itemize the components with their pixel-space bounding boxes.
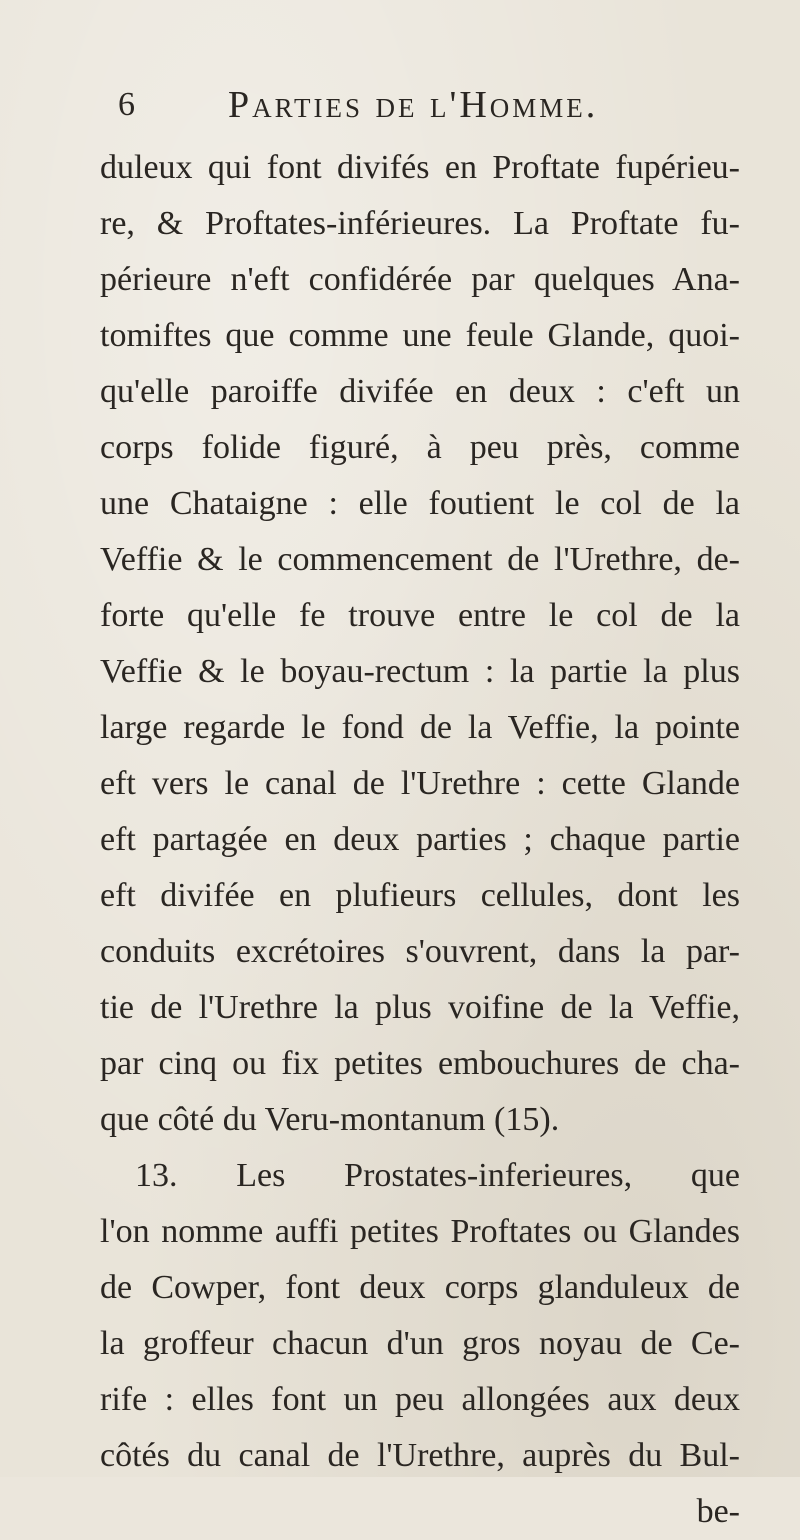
catchword: be-: [696, 1493, 740, 1530]
text-line: corps folide figuré, à peu près, comme: [100, 429, 740, 466]
section-heading-line: 13. Les Prostates-inferieures, que: [135, 1157, 740, 1194]
text-line: rife : elles font un peu allongées aux deux: [100, 1381, 740, 1418]
text-line: tie de l'Urethre la plus voifine de la Veffie,: [100, 989, 740, 1026]
text-line: tomiftes que comme une feule Glande, quoi-: [100, 317, 740, 354]
text-line: eft divifée en plufieurs cellules, dont les: [100, 877, 740, 914]
page-number: 6: [118, 86, 135, 123]
body-text: [100, 140, 740, 1540]
text-line: large regarde le fond de la Veffie, la pointe: [100, 709, 740, 746]
text-line: que côté du Veru-montanum (15).: [100, 1101, 560, 1138]
text-line: eft vers le canal de l'Urethre : cette Glande: [100, 765, 740, 802]
text-line: de Cowper, font deux corps glanduleux de: [100, 1269, 740, 1306]
running-head: [118, 80, 718, 130]
text-line: eft partagée en deux parties ; chaque partie: [100, 821, 740, 858]
text-line: re, & Proftates-inférieures. La Proftate fu-: [100, 205, 740, 242]
text-line: une Chataigne : elle foutient le col de la: [100, 485, 740, 522]
text-line: forte qu'elle fe trouve entre le col de la: [100, 597, 740, 634]
text-line: Veffie & le commencement de l'Urethre, de-: [100, 541, 740, 578]
page-title: Parties de l'Homme.: [228, 84, 599, 126]
text-line: qu'elle paroiffe divifée en deux : c'eft un: [100, 373, 740, 410]
text-line: Veffie & le boyau-rectum : la partie la plus: [100, 653, 740, 690]
text-line: duleux qui font divifés en Proftate fupérieu-: [100, 149, 740, 186]
text-line: l'on nomme auffi petites Proftates ou Glandes: [100, 1213, 740, 1250]
text-line: périeure n'eft confidérée par quelques Ana-: [100, 261, 740, 298]
text-line: la groffeur chacun d'un gros noyau de Ce-: [100, 1325, 740, 1362]
text-line: côtés du canal de l'Urethre, auprès du Bul-: [100, 1437, 740, 1474]
text-line: par cinq ou fix petites embouchures de cha-: [100, 1045, 740, 1082]
text-line: conduits excrétoires s'ouvrent, dans la par-: [100, 933, 740, 970]
